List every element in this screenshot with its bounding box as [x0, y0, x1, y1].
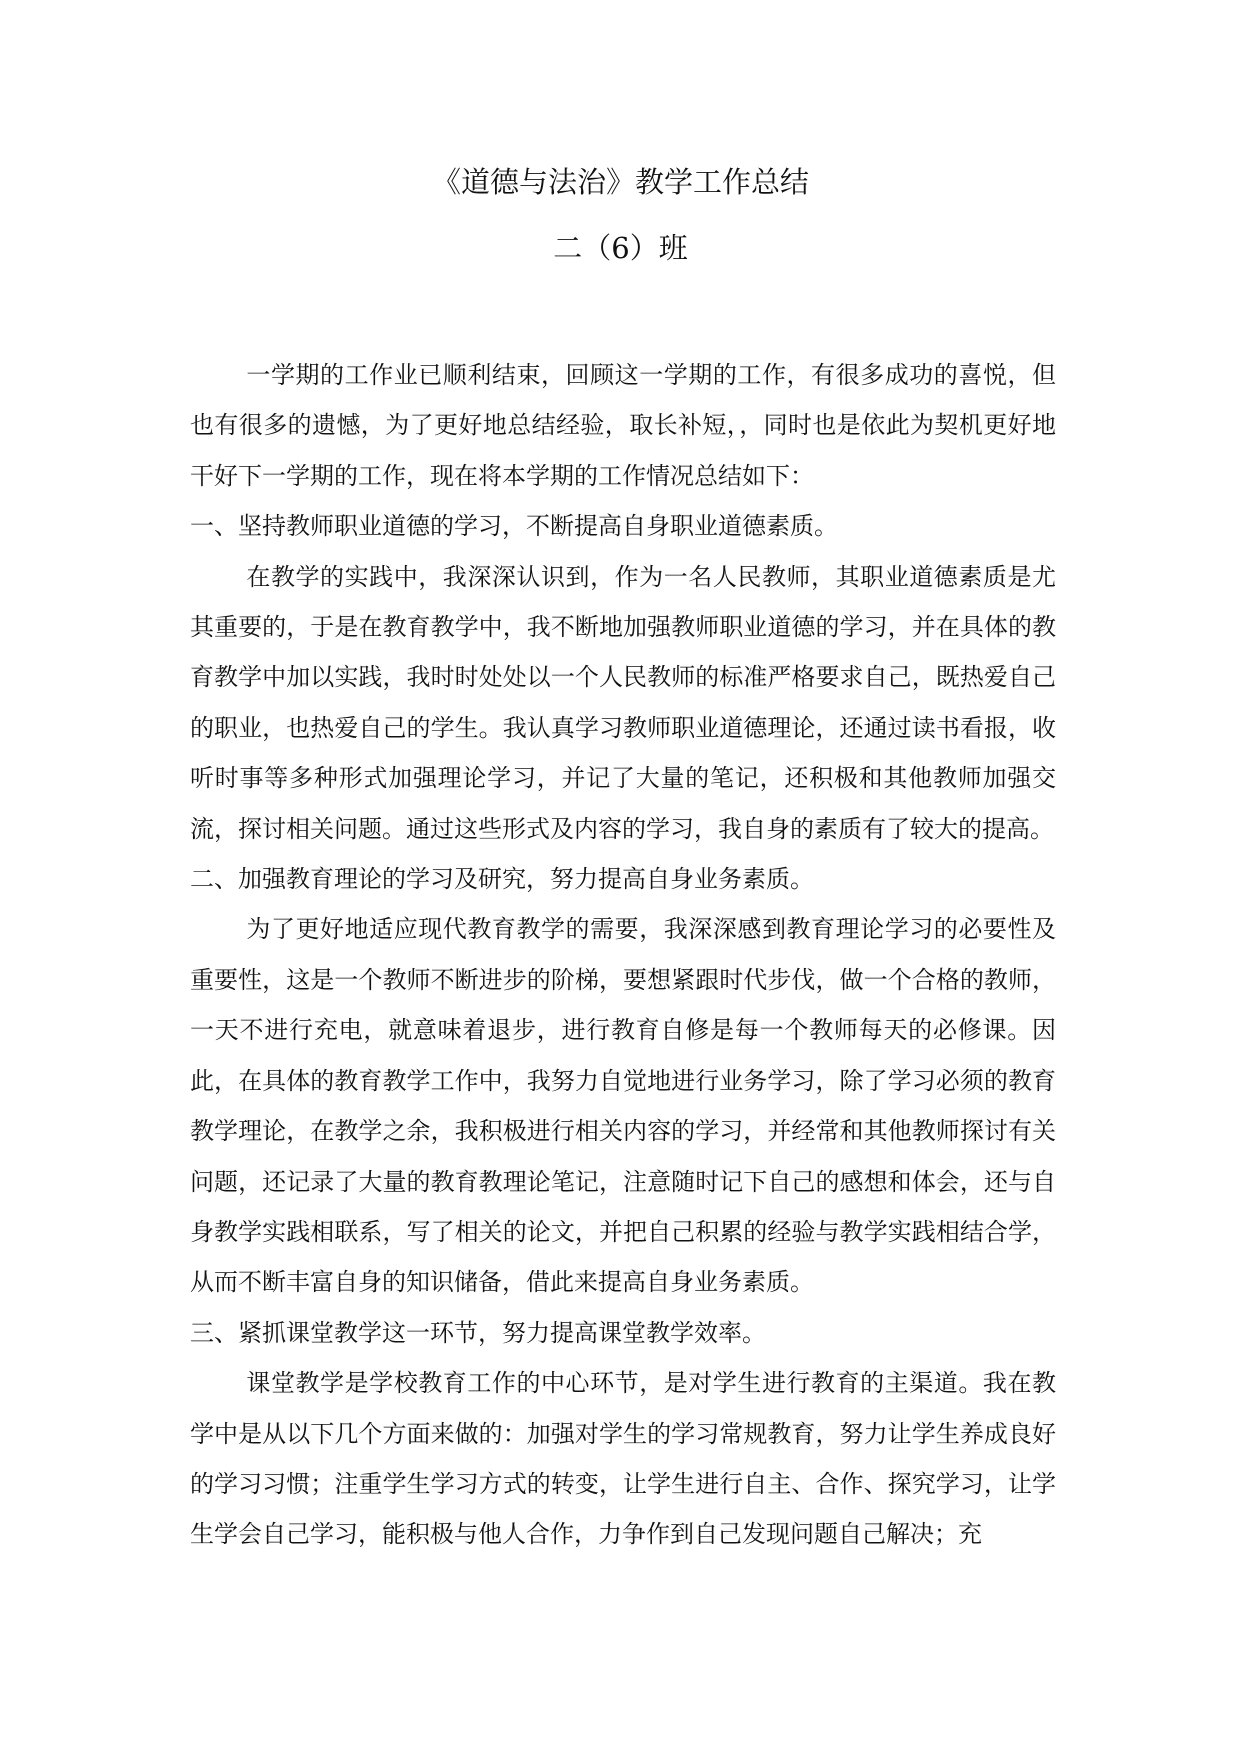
- document-title: 《道德与法治》教学工作总结: [431, 165, 809, 199]
- section-paragraph-1: 在教学的实践中，我深深认识到，作为一名人民教师，其职业道德素质是尤其重要的，于是在教育教学中，我不断地加强教师职业道德的学习，并在具体的教育教学中加以实践，我时时处处以一个人民教师的标准严格要求自己，既热爱自己的职业，也热爱自己的学生。我认真学习教师职业道德理论，还通过读书看报，收听时事等多种形式加强理论学习，并记了大量的笔记，还积极和其他教师加强交流，探讨相关问题。通过这些形式及内容的学习，我自身的素质有了较大的提高。: [190, 562, 1056, 843]
- section-heading-1: 一、坚持教师职业道德的学习，不断提高自身职业道德素质。: [190, 512, 838, 541]
- document-body: [190, 350, 1056, 1560]
- section-heading-3: 三、紧抓课堂教学这一环节，努力提高课堂教学效率。: [190, 1318, 766, 1347]
- section-paragraph-3: 课堂教学是学校教育工作的中心环节，是对学生进行教育的主渠道。我在教学中是从以下几个方面来做的：加强对学生的学习常规教育，努力让学生养成良好的学习习惯；注重学生学习方式的转变，让学生进行自主、合作、探究学习，让学生学会自己学习，能积极与他人合作，力争作到自己发现问题自己解决；充: [190, 1369, 1056, 1549]
- section-heading-2: 二、加强教育理论的学习及研究，努力提高自身业务素质。: [190, 865, 814, 894]
- section-paragraph-2: 为了更好地适应现代教育教学的需要，我深深感到教育理论学习的必要性及重要性，这是一个教师不断进步的阶梯，要想紧跟时代步伐，做一个合格的教师，一天不进行充电，就意味着退步，进行教育自修是每一个教师每天的必修课。因此，在具体的教育教学工作中，我努力自觉地进行业务学习，除了学习必须的教育教学理论，在教学之余，我积极进行相关内容的学习，并经常和其他教师探讨有关问题，还记录了大量的教育教理论笔记，注意随时记下自己的感想和体会，还与自身教学实践相联系，写了相关的论文，并把自己积累的经验与教学实践相结合学，从而不断丰富自身的知识储备，借此来提高自身业务素质。: [190, 915, 1056, 1297]
- intro-paragraph: 一学期的工作业已顺利结束，回顾这一学期的工作，有很多成功的喜悦，但也有很多的遗憾，为了更好地总结经验，取长补短，，同时也是依此为契机更好地干好下一学期的工作，现在将本学期的工作情况总结如下：: [190, 361, 1056, 490]
- document-subtitle: 二（6）班: [553, 231, 688, 265]
